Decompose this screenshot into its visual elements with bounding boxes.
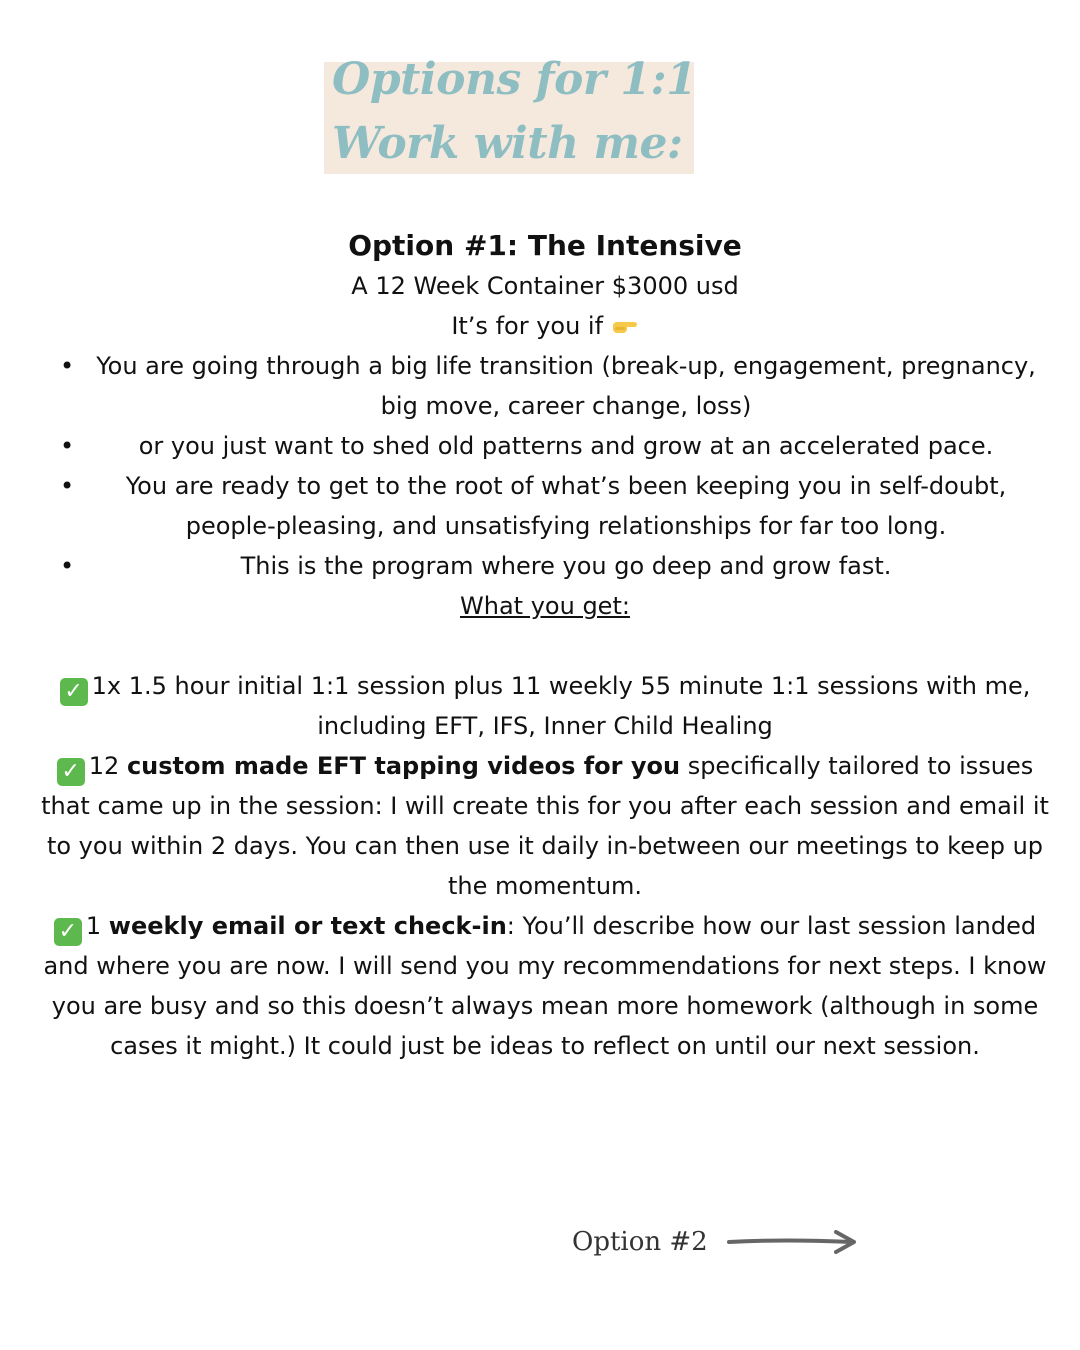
for-you-line	[40, 306, 1050, 346]
arrow-right-icon	[726, 1227, 860, 1257]
page-title-line-2: Work with me:	[332, 118, 683, 169]
for-you-list	[40, 346, 1050, 586]
bullet-icon: •	[60, 472, 75, 500]
check-mark-icon: ✓	[57, 758, 85, 786]
bullet-icon: •	[60, 432, 75, 460]
option-subtitle: A 12 Week Container $3000 usd	[351, 272, 739, 300]
benefit-item: ✓ 1 weekly email or text check-in: You’ll describe how our last session landed and where you are now. I will send you my recommendations for next steps. I know you are busy and so this doesn’t always mean more homework (although in some cases it might.) It could just be ideas to reflect on until our next session.	[43, 912, 1047, 1060]
bullet-icon: •	[60, 552, 75, 580]
list-item: • You are going through a big life transition (break-up, engagement, pregnancy, big move, career change, loss)	[40, 346, 1050, 426]
check-mark-icon: ✓	[60, 678, 88, 706]
bullet-icon: •	[60, 352, 75, 380]
benefit-item: ✓ 1x 1.5 hour initial 1:1 session plus 11 weekly 55 minute 1:1 sessions with me, including EFT, IFS, Inner Child Healing	[40, 666, 1050, 746]
benefit-item: ✓ 12 custom made EFT tapping videos for you specifically tailored to issues that came up in the session: I will create this for you after each session and email it to you within 2 days. You can then use it daily in-between our meetings to keep up the momentum.	[41, 752, 1049, 900]
page-title-line-1: Options for 1:1	[332, 54, 697, 105]
next-option-link[interactable]	[572, 1222, 860, 1262]
list-item: • or you just want to shed old patterns and grow at an accelerated pace.	[40, 426, 1050, 466]
list-item: • This is the program where you go deep and grow fast.	[40, 546, 1050, 586]
next-option-label: Option #2	[572, 1227, 708, 1257]
for-you-text: It’s for you if	[451, 312, 604, 340]
pointing-hand-icon	[611, 315, 639, 337]
list-item: • You are ready to get to the root of what’s been keeping you in self-doubt, people-pleasing, and unsatisfying relationships for far too long.	[40, 466, 1050, 546]
option-title: Option #1: The Intensive	[348, 229, 742, 262]
what-you-get-heading: What you get:	[460, 592, 630, 620]
option-content	[40, 226, 1050, 1066]
check-mark-icon: ✓	[54, 918, 82, 946]
